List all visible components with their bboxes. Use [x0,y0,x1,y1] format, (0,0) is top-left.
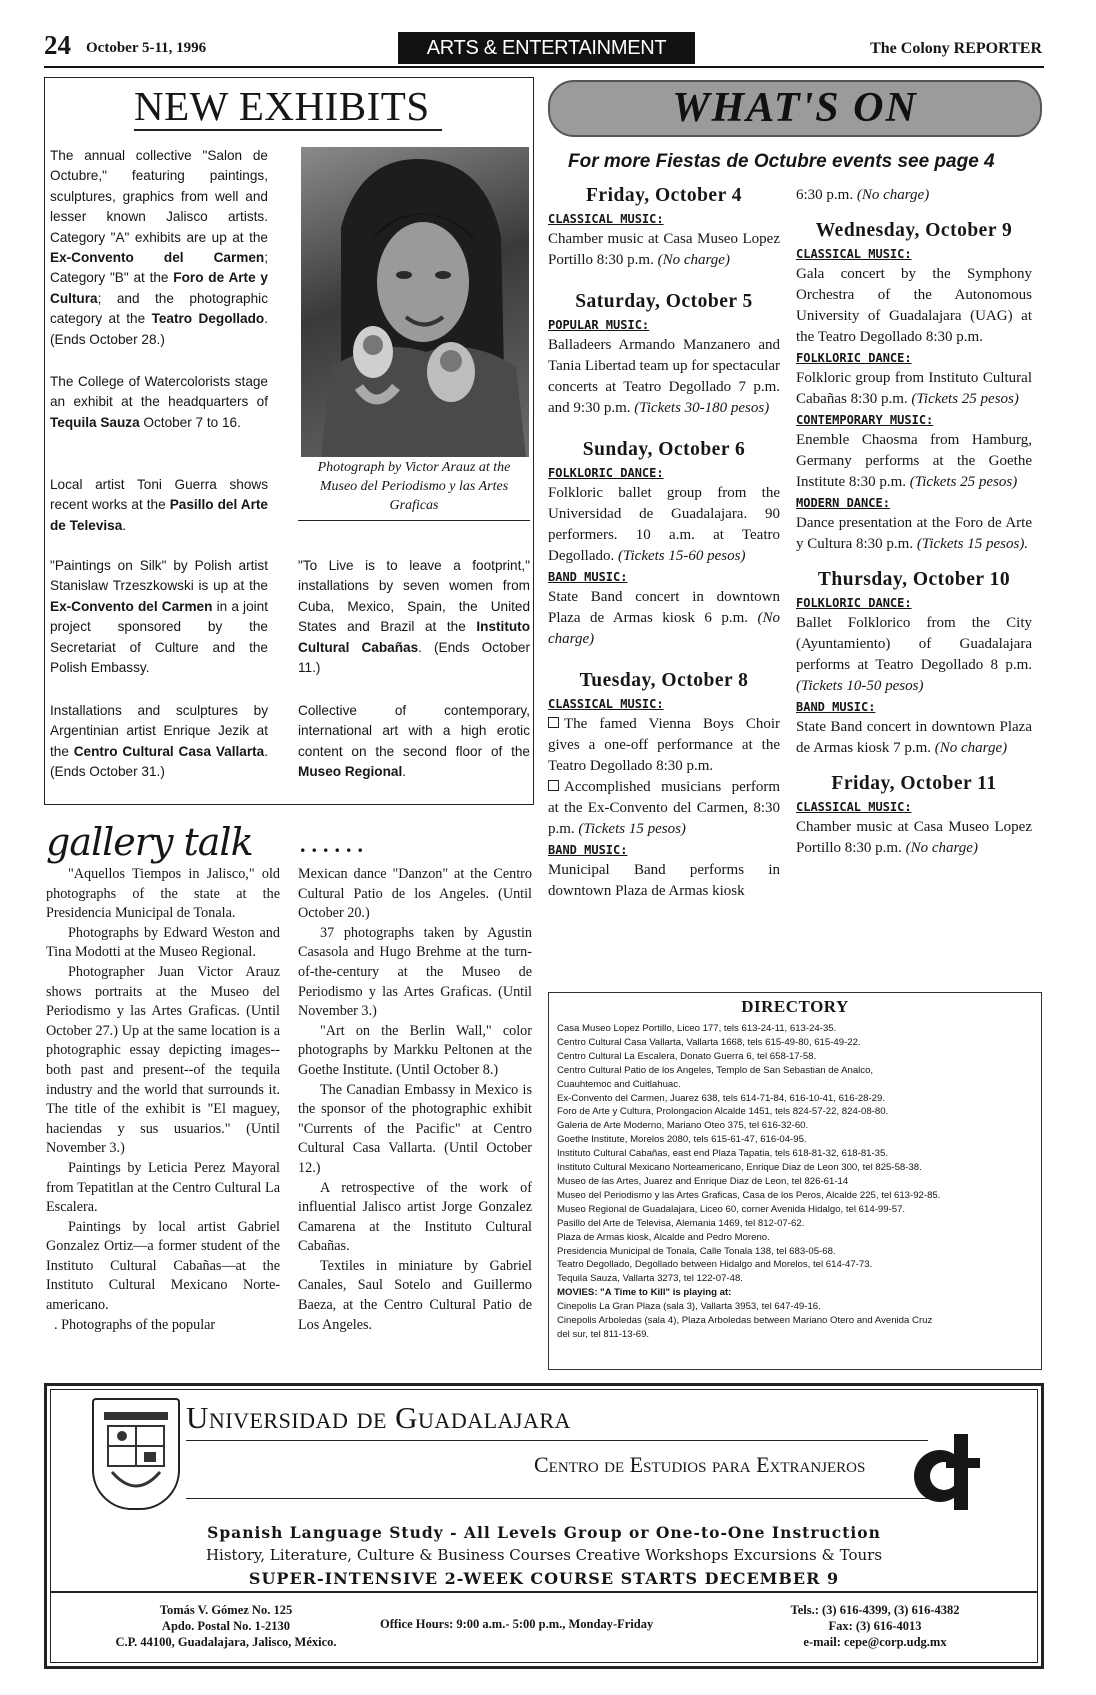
gallery-paragraph: "Aquellos Tiempos in Jalisco," old photographs of the state at the Presidencia Municipal de Tonala. [46,866,280,922]
gallery-column-1 [46,865,280,1335]
ad-rule [186,1440,928,1441]
directory-entry: Ex-Convento del Carmen, Juarez 638, tels 614-71-84, 616-10-41, 616-28-29. [557,1092,885,1104]
directory-entry: Plaza de Armas kiosk, Alcalde and Pedro Moreno. [557,1231,770,1243]
event-category: CONTEMPORARY MUSIC: [796,413,934,427]
directory-entry: Galeria de Arte Moderno, Mariano Oteo 375, tel 616-32-60. [557,1120,809,1132]
exhibit-item: Installations and sculptures by Argentinian artist Enrique Jezik at the Centro Cultural Casa Vallarta. (Ends October 31.) [50,703,268,780]
gallery-paragraph: "Art on the Berlin Wall," color photographs by Markku Peltonen at the Goethe Institute. (Until October 8.) [298,1022,532,1078]
address-line: C.P. 44100, Guadalajara, Jalisco, México. [115,1635,337,1649]
gallery-paragraph: Textiles in miniature by Gabriel Canales, Saul Sotelo and Guillermo Baeza, at the Centro Cultural Patio de Los Angeles. [298,1257,532,1333]
directory-entry: Casa Museo Lopez Portillo, Liceo 177, tels 613-24-11, 613-24-35. [557,1023,837,1034]
gallery-paragraph: Photographs by Edward Weston and Tina Modotti at the Museo Regional. [46,924,280,961]
directory-entry: Cinepolis Arboledas (sala 4), Plaza Arboledas between Mariano Otero and Avenida Cruz [557,1315,933,1327]
directory-entry: Pasillo del Arte de Televisa, Alemania 1469, tel 812-07-62. [557,1217,805,1229]
portrait-illustration [301,147,529,457]
contact-line: e-mail: cepe@corp.udg.mx [803,1635,947,1649]
event-text: Gala concert by the Symphony Orchestra of the Autonomous University of Guadalajara (UAG) at the Teatro Degollado 8:30 p.m. [796,266,1032,345]
directory-entry: Museo de las Artes, Juarez and Enrique Diaz de Leon, tel 826-61-14 [557,1175,849,1187]
gallery-paragraph: Photographer Juan Victor Arauz shows portraits at the Museo del Periodismo y las Artes Graficas. (Until October 27.) Up at the same location is a photographic essay depicting images--both past and present--of the tequila industry and the world that surrounds it. The title of the exhibit is "El maguey, haciendas y sus usuarios." (Until November 3.) [46,963,280,1157]
event-text: Municipal Band performs in downtown Plaza de Armas kiosk [548,862,780,899]
event-text: 6:30 p.m. (No charge) [796,187,930,203]
gallery-column-2 [298,865,532,1335]
event-day: Saturday, October 5 [575,291,753,312]
centro-name: Centro de Estudios para Extranjeros [534,1452,866,1477]
event-category: CLASSICAL MUSIC: [548,212,664,226]
exhibit-item: "To Live is to leave a footprint," installations by seven women from Cuba, Mexico, Spain, the United States and Brazil at the Instituto Cultural Cabañas. (Ends October 11.) [298,558,531,676]
event-category: CLASSICAL MUSIC: [796,800,912,814]
section-banner: ARTS & ENTERTAINMENT [398,32,695,64]
directory-entry: Teatro Degollado, Degollado between Hidalgo and Morelos, tel 614-47-73. [557,1259,873,1271]
directory-title: DIRECTORY [741,997,849,1016]
directory-entry: Goethe Institute, Morelos 2080, tels 615-61-47, 616-04-95. [557,1134,807,1146]
directory-entry: MOVIES: "A Time to Kill" is playing at: [557,1287,732,1299]
event-text: State Band concert in downtown Plaza de Armas kiosk 6 p.m. (No charge) [548,589,781,647]
event-text: Chamber music at Casa Museo Lopez Portillo 8:30 p.m. (No charge) [548,231,780,268]
event-day: Sunday, October 6 [582,439,746,460]
contact-line: Tels.: (3) 616-4399, (3) 616-4382 [790,1603,960,1617]
directory-entry: Museo del Periodismo y las Artes Graficas, Casa de los Peros, Alcalde 225, tel 613-92-85. [557,1189,941,1201]
directory-entry: Museo Regional de Guadalajara, Liceo 60, corner Avenida Hidalgo, tel 614-99-57. [557,1203,906,1215]
cepe-logo-icon [906,1428,990,1512]
university-crest-icon [92,1398,180,1510]
ad-line-2: History, Literature, Culture & Business Courses Creative Workshops Excursions & Tours [205,1546,883,1564]
directory-entry: Instituto Cultural Mexicano Norteamericano, Enrique Diaz de Leon 300, tel 825-58-38. [557,1162,922,1174]
page-number: 24 [44,30,71,60]
gallery-talk-title: gallery talk [46,820,253,864]
exhibit-item: The annual collective "Salon de Octubre," featuring paintings, sculptures, graphics from well and lesser known Jalisco artists. Category "A" exhibits are up at the Ex-Convento del Carmen; Category "B" at the Foro de Arte y Cultura; and the photographic category at the Teatro Degollado. (Ends October 28.) [50,148,268,347]
event-text: Dance presentation at the Foro de Arte y Cultura 8:30 p.m. (Tickets 15 pesos). [796,515,1032,552]
directory-entry: Centro Cultural Casa Vallarta, Vallarta 1668, tels 615-49-80, 615-49-22. [557,1036,861,1048]
ad-line-3: SUPER-INTENSIVE 2-WEEK COURSE STARTS DECEMBER 9 [248,1569,840,1588]
event-text: Balladeers Armando Manzanero and Tania Libertad team up for spectacular concerts at Teatro Degollado 7 p.m. and 9:30 p.m. (Tickets 30-180 pesos) [548,337,780,416]
event-day: Thursday, October 10 [817,569,1011,590]
header-rule [44,66,1044,68]
exhibit-item: Collective of contemporary, international art with a high erotic content on the second floor of the Museo Regional. [298,703,530,780]
event-category: BAND MUSIC: [548,570,628,584]
directory-entry: Presidencia Municipal de Tonala, Calle Tonala 138, tel 683-05-68. [557,1245,836,1257]
event-category: CLASSICAL MUSIC: [548,697,664,711]
event-category: FOLKLORIC DANCE: [548,466,664,480]
whats-on-subtitle: For more Fiestas de Octubre events see page 4 [568,151,995,172]
exhibit-item: The College of Watercolorists stage an exhibit at the headquarters of Tequila Sauza October 7 to 16. [50,374,268,430]
event-category: POPULAR MUSIC: [548,318,650,332]
photo-caption: Photograph by Victor Arauz at the Museo del Periodismo y las Artes Graficas [317,460,511,513]
event-category: BAND MUSIC: [548,843,628,857]
event-day: Friday, October 4 [586,185,742,206]
event-day: Tuesday, October 8 [579,670,749,691]
event-text: Folkloric group from Instituto Cultural Cabañas 8:30 p.m. (Tickets 25 pesos) [796,370,1032,407]
ad-address [108,1602,344,1650]
directory-list [557,1022,1039,1342]
gallery-paragraph: The Canadian Embassy in Mexico is the sponsor of the photographic exhibit "Currents of the Pacific" at Centro Cultural Casa Vallarta. (Until October 12.) [298,1081,532,1176]
gallery-paragraph: Paintings by local artist Gabriel Gonzalez Ortiz—a former student of the Instituto Cultural Cabañas—at the Instituto Cultural Mexicano Norte-americano. [46,1218,280,1314]
event-category: BAND MUSIC: [796,700,876,714]
ad-contact [770,1602,980,1650]
whats-on-title: WHAT'S ON [672,85,918,131]
directory-entry: Centro Cultural La Escalera, Donato Guerra 6, tel 658-17-58. [557,1050,817,1062]
exhibit-item: Local artist Toni Guerra shows recent works at the Pasillo del Arte de Televisa. [50,477,268,533]
events-column-1 [548,185,780,902]
title-rule [134,129,442,131]
event-text: Folkloric ballet group from the Universidad de Guadalajara. 90 performers. 10 a.m. at Teatro Degollado. (Tickets 15-60 pesos) [548,485,780,564]
gallery-talk-dots: ...... [300,832,369,857]
address-line: Tomás V. Gómez No. 125 [159,1603,293,1617]
event-category: MODERN DANCE: [796,496,890,510]
paper-name: The Colony REPORTER [870,40,1042,57]
gallery-paragraph: Paintings by Leticia Perez Mayoral from Tepatitlan at the Centro Cultural La Escalera. [46,1159,280,1216]
svg-text:cf: cf [948,1510,949,1511]
checkbox-icon [548,717,559,728]
gallery-paragraph: Mexican dance "Danzon" at the Centro Cultural Patio de los Angeles. (Until October 20.) [298,866,532,922]
gallery-paragraph: 37 photographs taken by Agustin Casasola and Hugo Brehme at the turn-of-the-century at the Museo de Periodismo y las Artes Graficas. (Until November 3.) [298,924,532,1020]
whats-on-banner [548,80,1042,137]
directory-entry: Tequila Sauza, Vallarta 3273, tel 122-07-48. [557,1273,743,1285]
new-exhibits-title: NEW EXHIBITS [134,83,430,129]
directory-entry: Cuauhtemoc and Cuitlahuac. [557,1078,681,1090]
address-line: Apdo. Postal No. 1-2130 [161,1619,291,1633]
directory-entry: Centro Cultural Patio de los Angeles, Templo de San Sebastian de Analco, [557,1064,874,1076]
office-hours: Office Hours: 9:00 a.m.- 5:00 p.m., Monday-Friday [380,1617,654,1631]
checkbox-icon [548,780,559,791]
gallery-paragraph: . Photographs of the popular [54,1316,216,1333]
event-category: FOLKLORIC DANCE: [796,351,912,365]
event-category: FOLKLORIC DANCE: [796,596,912,610]
event-day: Friday, October 11 [831,773,997,794]
ad-rule [50,1591,1038,1593]
event-text: Accomplished musicians perform at the Ex-Convento del Carmen, 8:30 p.m. (Tickets 15 pesos) [548,779,780,837]
directory-entry: del sur, tel 811-13-69. [557,1328,650,1340]
event-text: State Band concert in downtown Plaza de Armas kiosk 7 p.m. (No charge) [796,719,1032,756]
ad-line-1: Spanish Language Study - All Levels Group or One-to-One Instruction [207,1523,881,1542]
event-text: Chamber music at Casa Museo Lopez Portillo 8:30 p.m. (No charge) [796,819,1032,856]
exhibit-item: "Paintings on Silk" by Polish artist Stanislaw Trzeszkowski is up at the Ex-Convento del Carmen in a joint project sponsored by the Secretariat of Culture and the Polish Embassy. [50,558,268,676]
gallery-paragraph: A retrospective of the work of influential Jalisco artist Jorge Gonzalez Camarena at the Instituto Cultural Cabañas. [298,1179,532,1255]
events-column-2 [796,185,1032,859]
directory-entry: Cinepolis La Gran Plaza (sala 3), Vallarta 3953, tel 647-49-16. [557,1301,821,1313]
caption-rule [298,520,530,521]
directory-entry: Foro de Arte y Cultura, Prolongacion Alcalde 1451, tels 824-57-22, 824-08-80. [557,1106,889,1118]
event-category: CLASSICAL MUSIC: [796,247,912,261]
event-text: The famed Vienna Boys Choir gives a one-off performance at the Teatro Degollado 8:30 p.m. [548,716,780,774]
event-text: Enemble Chaosma from Hamburg, Germany performs at the Goethe Institute 8:30 p.m. (Tickets 25 pesos) [796,432,1032,490]
event-day: Wednesday, October 9 [815,220,1013,241]
exhibit-photo [301,147,529,457]
contact-line: Fax: (3) 616-4013 [828,1619,922,1633]
event-text: Ballet Folklorico from the City (Ayuntamiento) of Guadalajara performs at Teatro Degollado 8 p.m. (Tickets 10-50 pesos) [796,615,1032,694]
ad-rule [186,1498,928,1499]
issue-date: October 5-11, 1996 [86,40,207,56]
university-name: Universidad de Guadalajara [186,1400,571,1435]
directory-entry: Instituto Cultural Cabañas, east end Plaza Tapatia, tels 618-81-32, 618-81-35. [557,1148,889,1160]
